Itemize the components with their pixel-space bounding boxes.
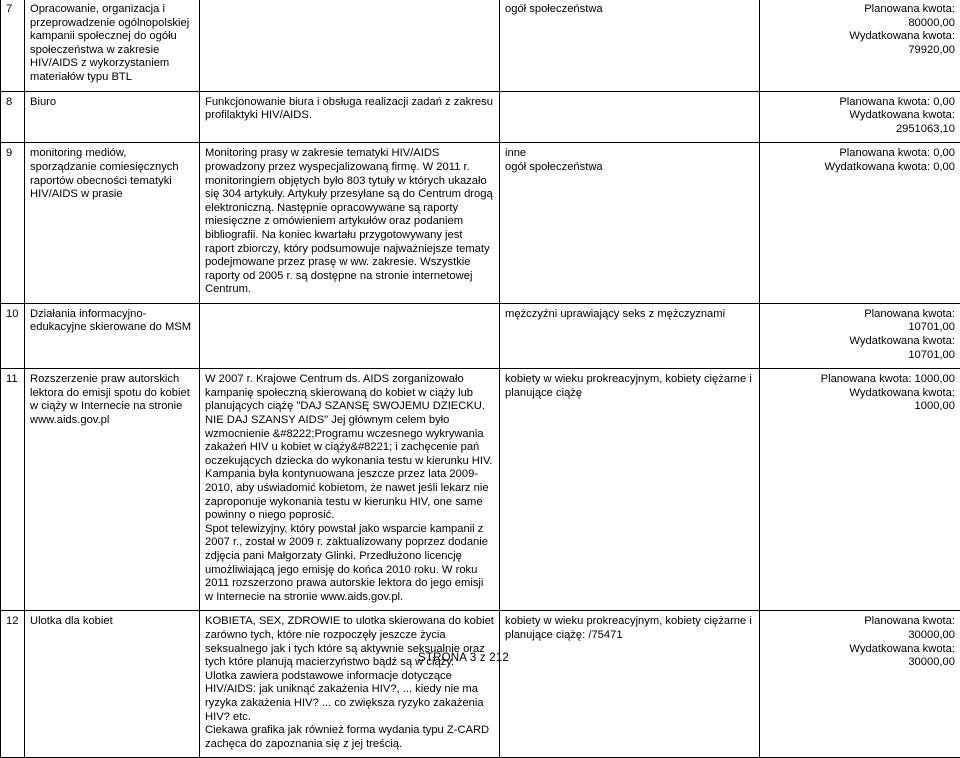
funding-amounts bbox=[760, 91, 960, 143]
funding-line: 10701,00 bbox=[765, 349, 955, 363]
activity-description-text: KOBIETA, SEX, ZDROWIE to ulotka skierowana do kobiet zarówno tych, które nie rozpoczęły jeszcze życia seksualnego jak i tych które są aktywnie seksualnie oraz tych które planują macierzyństwo bądź są w ciąży. Ulotka zawiera podstawowe informacje dotyczące HIV/AIDS: jak uniknąć zakażenia HIV?, ... kiedy nie ma ryzyka zakażenia HIV? ... co zwiększa ryzyko zakażenia HIV? etc. Ciekawa grafika jak również forma wydania typu Z-CARD zachęca do zapoznania się z jej treścią. bbox=[205, 615, 494, 751]
activity-name bbox=[25, 0, 200, 91]
target-group bbox=[500, 611, 760, 758]
row-number-text: 12 bbox=[6, 615, 19, 629]
activity-description bbox=[200, 0, 500, 91]
target-group-text: kobiety w wieku prokreacyjnym, kobiety ciężarne i planujące ciążę: /75471 bbox=[505, 615, 754, 642]
row-number-text: 10 bbox=[6, 308, 19, 322]
row-number-text: 7 bbox=[6, 3, 19, 17]
page-footer: STRONA 3 z 212 bbox=[418, 652, 509, 666]
activity-description bbox=[200, 611, 500, 758]
target-group-text: inne ogół społeczeństwa bbox=[505, 147, 754, 174]
table-row bbox=[1, 0, 960, 91]
funding-line: Wydatkowana kwota: bbox=[765, 109, 955, 123]
funding-amounts bbox=[760, 611, 960, 758]
funding-line: 80000,00 bbox=[765, 17, 955, 31]
funding-amounts bbox=[760, 143, 960, 304]
row-number-text: 8 bbox=[6, 96, 19, 110]
activity-name-text: Rozszerzenie praw autorskich lektora do emisji spotu do kobiet w ciąży w Internecie na stronie www.aids.gov.pl bbox=[30, 373, 194, 427]
funding-line: Planowana kwota: bbox=[765, 308, 955, 322]
funding-line: 10701,00 bbox=[765, 321, 955, 335]
target-group bbox=[500, 91, 760, 143]
funding-line: Wydatkowana kwota: 0,00 bbox=[765, 161, 955, 175]
activity-description bbox=[200, 303, 500, 368]
target-group bbox=[500, 303, 760, 368]
activity-description bbox=[200, 143, 500, 304]
table-row bbox=[1, 611, 960, 758]
table-row bbox=[1, 369, 960, 611]
table-row bbox=[1, 303, 960, 368]
target-group-text: mężczyźni uprawiający seks z mężczyznami bbox=[505, 308, 754, 322]
funding-line: Planowana kwota: 1000,00 bbox=[765, 373, 955, 387]
funding-line: 30000,00 bbox=[765, 629, 955, 643]
activity-name bbox=[25, 303, 200, 368]
funding-line: Wydatkowana kwota: bbox=[765, 30, 955, 44]
activity-description-text: Monitoring prasy w zakresie tematyki HIV/AIDS prowadzony przez wyspecjalizowaną firmę. W 2011 r. monitoringiem objętych było 803 tytuły w których ukazało się 304 artykuły. Artykuły przesyłane są do Centrum drogą elektroniczną. Następnie opracowywane są raporty miesięczne z omówieniem artykułów oraz podaniem bibliografii. Na koniec kwartału przygotowywany jest raport zbiorczy, który podsumowuje najważniejsze tematy podejmowane przez prasę w ww. zakresie. Wszystkie raporty od 2005 r. są dostępne na stronie internetowej Centrum. bbox=[205, 147, 494, 297]
activity-name bbox=[25, 611, 200, 758]
activity-description-text: W 2007 r. Krajowe Centrum ds. AIDS zorganizowało kampanię społeczną skierowaną do kobiet w ciąży lub planujących ciążę "DAJ SZANSĘ SWOJEMU DZIECKU. NIE DAJ SZANSY AIDS" Jej głównym celem było wzmocnienie &#8222;Programu wczesnego wykrywania zakażeń HIV u kobiet w ciąży&#8221; i zachęcenie pań oczekujących dziecka do wykonania testu w kierunku HIV. Kampania była kontynuowana jeszcze przez lata 2009-2010, aby uświadomić kobietom, że nawet jeśli lekarz nie zaproponuje wykonania testu w kierunku HIV, one same powinny o niego poprosić. Spot telewizyjny, który powstał jako wsparcie kampanii z 2007 r., został w 2009 r. zaktualizowany poprzez dodanie zdjęcia pani Małgorzaty Glinki. Przedłużono licencję umożliwiającą jego emisję do końca 2010 roku. W roku 2011 rozszerzono prawa autorskie lektora do jego emisji w Internecie na stronie www.aids.gov.pl. bbox=[205, 373, 494, 604]
activity-description bbox=[200, 91, 500, 143]
funding-line: Planowana kwota: 0,00 bbox=[765, 147, 955, 161]
row-number bbox=[1, 303, 25, 368]
activity-name bbox=[25, 143, 200, 304]
activity-name-text: Biuro bbox=[30, 96, 194, 110]
target-group-text: ogół społeczeństwa bbox=[505, 3, 754, 17]
row-number bbox=[1, 611, 25, 758]
target-group bbox=[500, 143, 760, 304]
activity-name bbox=[25, 369, 200, 611]
funding-line: 79920,00 bbox=[765, 44, 955, 58]
activity-name-text: Opracowanie, organizacja i przeprowadzenie ogólnopolskiej kampanii społecznej do ogółu społeczeństwa w zakresie HIV/AIDS z wykorzystaniem materiałów typu BTL bbox=[30, 3, 194, 85]
activity-name-text: Działania informacyjno-edukacyjne skierowane do MSM bbox=[30, 308, 194, 335]
funding-line: Wydatkowana kwota: bbox=[765, 335, 955, 349]
target-group bbox=[500, 369, 760, 611]
row-number bbox=[1, 91, 25, 143]
row-number bbox=[1, 369, 25, 611]
row-number bbox=[1, 143, 25, 304]
funding-line: Wydatkowana kwota: bbox=[765, 643, 955, 657]
table-row bbox=[1, 91, 960, 143]
target-group-text: kobiety w wieku prokreacyjnym, kobiety ciężarne i planujące ciążę bbox=[505, 373, 754, 400]
target-group bbox=[500, 0, 760, 91]
funding-line: Planowana kwota: bbox=[765, 615, 955, 629]
funding-amounts bbox=[760, 303, 960, 368]
funding-line: Planowana kwota: 0,00 bbox=[765, 96, 955, 110]
activity-name-text: monitoring mediów, sporządzanie comiesięcznych raportów obecności tematyki HIV/AIDS w prasie bbox=[30, 147, 194, 201]
activity-name bbox=[25, 91, 200, 143]
funding-line: 30000,00 bbox=[765, 656, 955, 670]
row-number bbox=[1, 0, 25, 91]
funding-amounts bbox=[760, 369, 960, 611]
funding-amounts bbox=[760, 0, 960, 91]
funding-line: Wydatkowana kwota: bbox=[765, 387, 955, 401]
row-number-text: 9 bbox=[6, 147, 19, 161]
activity-description bbox=[200, 369, 500, 611]
activity-name-text: Ulotka dla kobiet bbox=[30, 615, 194, 629]
funding-line: 2951063,10 bbox=[765, 123, 955, 137]
row-number-text: 11 bbox=[6, 373, 19, 387]
activity-description-text: Funkcjonowanie biura i obsługa realizacji zadań z zakresu profilaktyki HIV/AIDS. bbox=[205, 96, 494, 123]
funding-line: 1000,00 bbox=[765, 400, 955, 414]
table-row bbox=[1, 143, 960, 304]
funding-line: Planowana kwota: bbox=[765, 3, 955, 17]
